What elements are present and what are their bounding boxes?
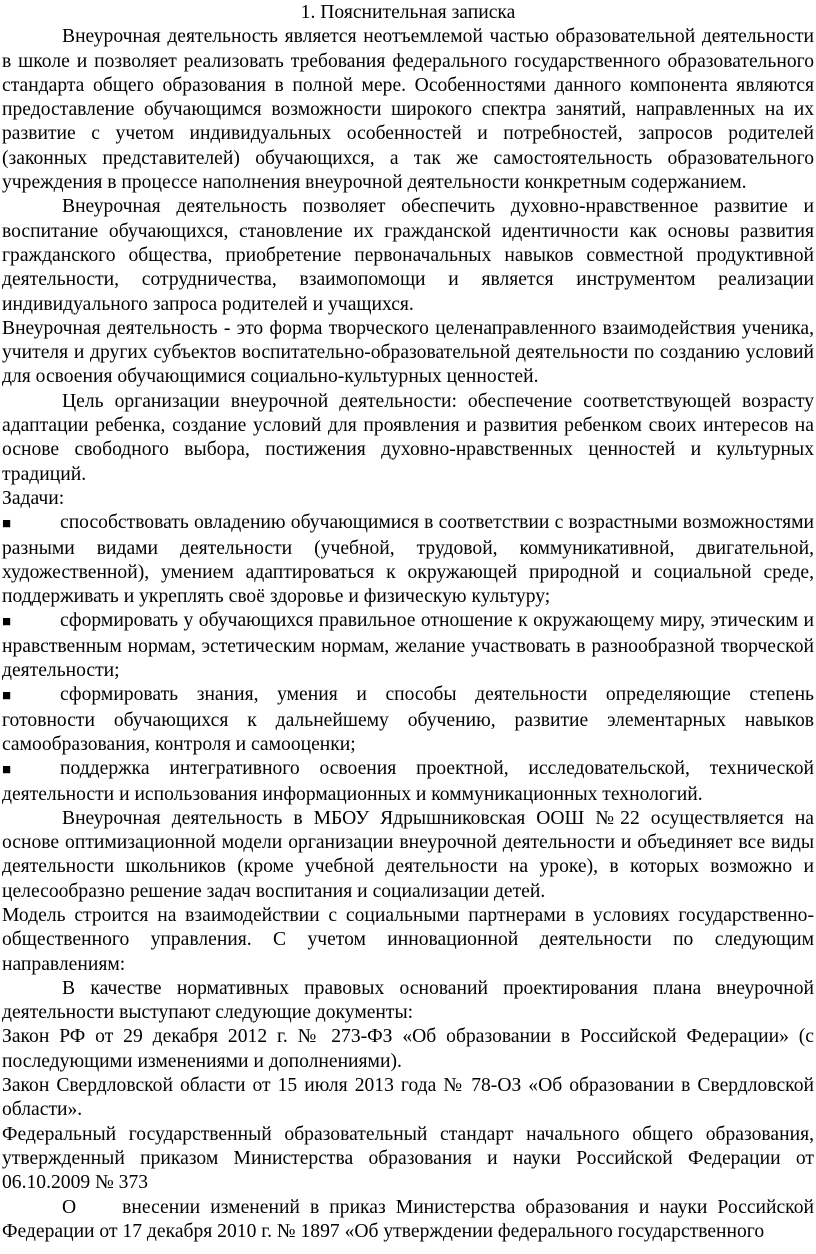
paragraph-model-partners: Модель строится на взаимодействии с социальными партнерами в условиях государственно-общественного управления. С учетом инновационной деятельности по следующим направлениям: (2, 904, 814, 975)
document-amendment-text: внесении изменений в приказ Министерства образования и науки Российской Федерации от 17 декабря 2010 г. № 1897 «Об утверждении федерального государственного (2, 1196, 814, 1242)
paragraph-normative-basis: В качестве нормативных правовых оснований проектирования плана внеурочной деятельности выступают следующие документы: (2, 977, 814, 1024)
tasks-heading: Задачи: (2, 487, 65, 509)
paragraph-spiritual-development: Внеурочная деятельность позволяет обеспечить духовно-нравственное развитие и воспитание обучающихся, становление их гражданской идентичности как основы развития гражданского общества, приобретение первоначальных навыков совместной продуктивной деятельности, сотрудничества, взаимопомощи и является инструментом реализации индивидуального запроса родителей и учащихся. (2, 196, 814, 315)
page-title: 1. Пояснительная записка (300, 2, 516, 23)
paragraph-school-model: Внеурочная деятельность в МБОУ Ядрышниковская ООШ №22 осуществляется на основе оптимизационной модели организации внеурочной деятельности и объединяет все виды деятельности школьников (кроме учебной деятельности на уроке), в которых возможно и целесообразно решение задач воспитания и социализации детей. (2, 807, 814, 902)
bullet-square-icon: ■ (2, 614, 12, 631)
task-item (2, 757, 814, 807)
document-fgos: Федеральный государственный образовательный стандарт начального общего образования, утвержденный приказом Министерства образования и науки Российской Федерации от 06.10.2009 № 373 (2, 1123, 814, 1194)
bullet-square-icon: ■ (2, 762, 12, 779)
task-text: сформировать у обучающихся правильное отношение к окружающему миру, этическим и нравственным нормам, эстетическим нормам, желание участвовать в разнообразной творческой деятельности; (2, 610, 814, 682)
task-item (2, 609, 814, 683)
document-law-sverdlovsk: Закон Свердловской области от 15 июля 2013 года № 78-ОЗ «Об образовании в Свердловской области». (2, 1075, 814, 1121)
task-text: сформировать знания, умения и способы деятельности определяющие степень готовности обучающихся к дальнейшему обучению, развитие элементарных навыков самообразования, контроля и самооценки; (2, 684, 814, 755)
document-amendment-prefix: О (62, 1196, 77, 1218)
task-text: способствовать овладению обучающимися в соответствии с возрастными возможностями разными видами деятельности (учебной, трудовой, коммуникативной, двигательной, художественной), умением адаптироваться к окружающей природной и социальной среде, поддерживать и укреплять своё здоровье и физическую культуру; (2, 512, 814, 608)
bullet-square-icon: ■ (2, 516, 12, 533)
task-item (2, 683, 814, 757)
document-law-rf: Закон РФ от 29 декабря 2012 г. № 273-ФЗ «Об образовании в Российской Федерации» (с последующими изменениями и дополнениями). (2, 1026, 814, 1072)
task-text: поддержка интегративного освоения проектной, исследовательской, технической деятельности и использования информационных и коммуникационных технологий. (2, 758, 814, 805)
paragraph-goal: Цель организации внеурочной деятельности: обеспечение соответствующей возрасту адаптации ребенка, создание условий для проявления и развития ребенком своих интересов на основе свободного выбора, постижения духовно-нравственных ценностей и культурных традиций. (2, 390, 814, 485)
paragraph-intro: Внеурочная деятельность является неотъемлемой частью образовательной деятельности в школе и позволяет реализовать требования федерального государственного образовательного стандарта общего образования в полной мере. Особенностями данного компонента являются предоставление обучающимся возможности широкого спектра занятий, направленных на их развитие с учетом индивидуальных особенностей и потребностей, запросов родителей (законных представителей) обучающихся, а так же самостоятельность образовательного учреждения в процессе наполнения внеурочной деятельности конкретным содержанием. (2, 26, 814, 194)
task-item (2, 511, 814, 609)
document-amendment (2, 1196, 814, 1245)
bullet-square-icon: ■ (2, 688, 12, 705)
paragraph-definition: Внеурочная деятельность - это форма творческого целенаправленного взаимодействия ученика, учителя и других субъектов воспитательно-образовательной деятельности по созданию условий для освоения обучающимися социально-культурных ценностей. (2, 317, 814, 388)
